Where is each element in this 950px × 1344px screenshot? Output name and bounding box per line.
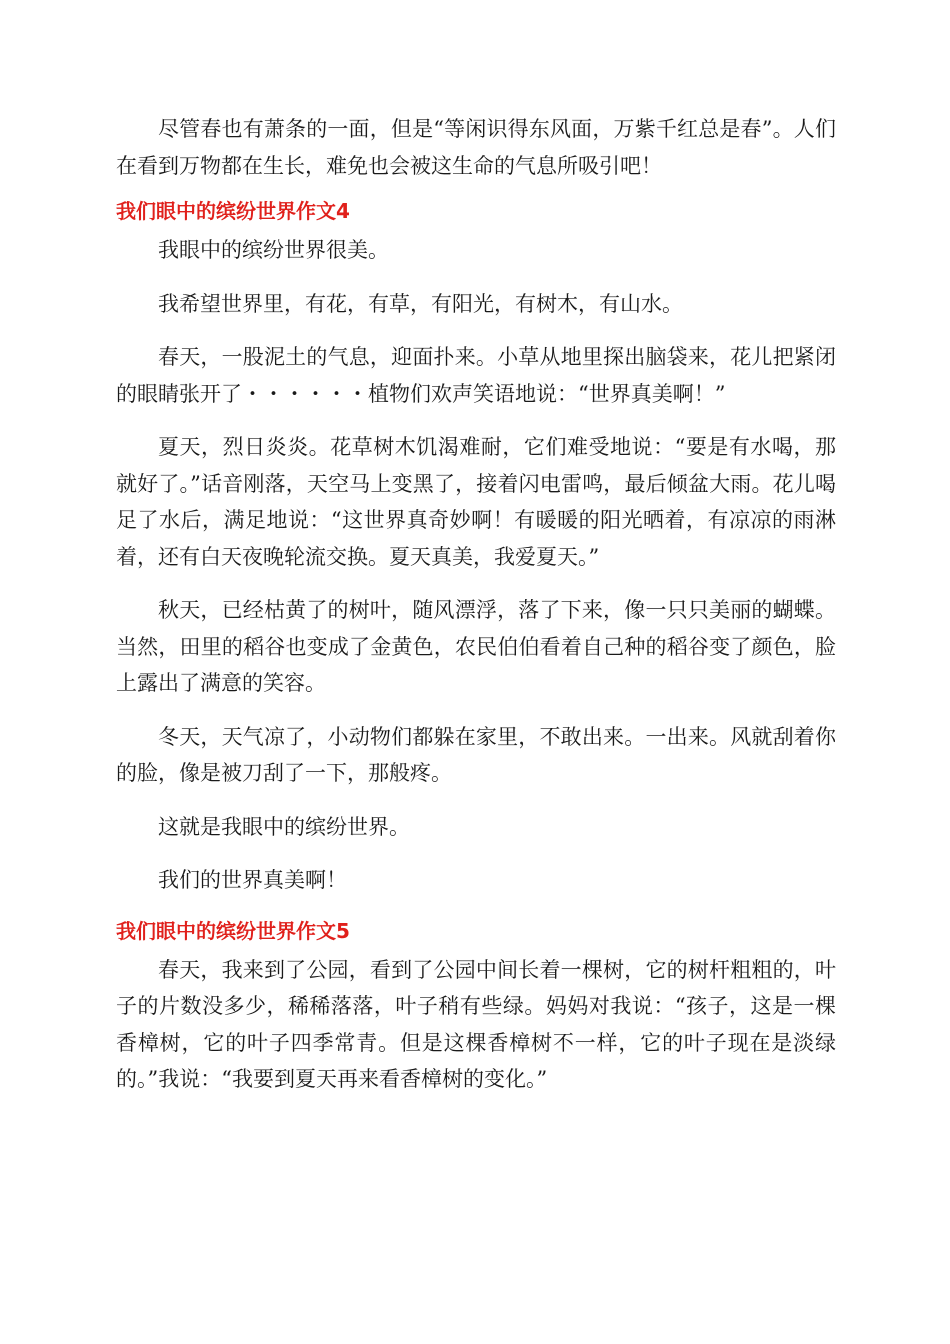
section-heading-5: 我们眼中的缤纷世界作文5 [116,918,350,943]
paragraph-s4-7: 这就是我眼中的缤纷世界。 [158,814,410,839]
paragraph-s4-1: 我眼中的缤纷世界很美。 [158,238,389,262]
section-heading-4: 我们眼中的缤纷世界作文4 [116,199,350,223]
paragraph-s5-1: 春天，我来到了公园，看到了公园中间长着一棵树，它的树杆粗粗的，叶子的片数没多少，稀稀落落，叶子稍有些绿。妈妈对我说：“孩子，这是一棵香樟树，它的叶子四季常青。但是这棵香樟树不一样，它的叶子现在是淡绿的。”我说：“我要到夏天再来看香樟树的变化。” [116,957,836,1091]
paragraph-s4-8: 我们的世界真美啊！ [158,868,347,892]
paragraph-intro: 尽管春也有萧条的一面，但是“等闲识得东风面，万紫千红总是春”。人们在看到万物都在生长，难免也会被这生命的气息所吸引吧！ [116,117,836,178]
document-content [116,111,836,1115]
paragraph-s4-6: 冬天，天气凉了，小动物们都躲在家里，不敢出来。一出来。风就刮着你的脸，像是被刀刮了一下，那般疼。 [116,724,836,785]
paragraph-s4-3: 春天，一股泥土的气息，迎面扑来。小草从地里探出脑袋来，花儿把紧闭的眼睛张开了・・・・・・植物们欢声笑语地说：“世界真美啊！” [116,345,836,406]
paragraph-s4-2: 我希望世界里，有花，有草，有阳光，有树木，有山水。 [158,291,683,316]
paragraph-s4-4: 夏天，烈日炎炎。花草树木饥渴难耐，它们难受地说：“要是有水喝，那就好了。”话音刚落，天空马上变黑了，接着闪电雷鸣，最后倾盆大雨。花儿喝足了水后，满足地说：“这世界真奇妙啊！有暖暖的阳光晒着，有凉凉的雨淋着，还有白天夜晚轮流交换。夏天真美，我爱夏天。” [116,435,836,569]
paragraph-s4-5: 秋天，已经枯黄了的树叶，随风漂浮，落了下来，像一只只美丽的蝴蝶。当然，田里的稻谷也变成了金黄色，农民伯伯看着自己种的稻谷变了颜色，脸上露出了满意的笑容。 [116,598,836,695]
